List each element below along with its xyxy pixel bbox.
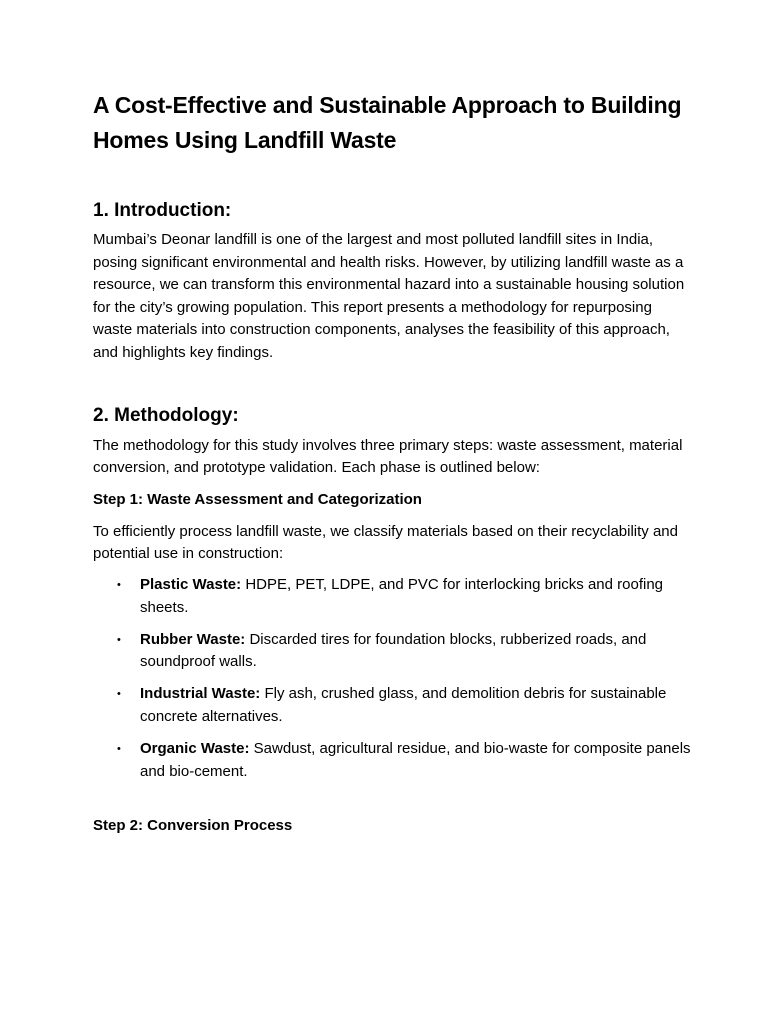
- list-item-text: Discarded tires for foundation blocks, rubberized roads, and soundproof walls.: [140, 630, 647, 671]
- bullet-icon: •: [117, 578, 121, 591]
- list-item-label: Rubber Waste:: [140, 630, 246, 648]
- section-heading-methodology: 2. Methodology:: [93, 404, 239, 426]
- section-heading-introduction: 1. Introduction:: [93, 200, 232, 221]
- list-item-label: Industrial Waste:: [140, 685, 261, 703]
- document-page: [93, 88, 693, 837]
- list-item-industrial-waste: [93, 683, 693, 728]
- list-item-organic-waste: [93, 738, 693, 783]
- bullet-icon: •: [117, 633, 121, 646]
- document-title: A Cost-Effective and Sustainable Approach to Building Homes Using Landfill Waste: [93, 92, 682, 153]
- list-item-plastic-waste: [93, 574, 693, 619]
- bullet-icon: •: [117, 743, 121, 755]
- waste-category-list: [93, 574, 693, 783]
- list-item-label: Organic Waste:: [140, 740, 250, 757]
- list-item-rubber-waste: [93, 629, 693, 674]
- list-item-text: HDPE, PET, LDPE, and PVC for interlocking bricks and roofing sheets.: [140, 575, 664, 616]
- methodology-paragraph: The methodology for this study involves three primary steps: waste assessment, material conversion, and prototype validation. Each phase is outlined below:: [93, 436, 683, 477]
- step1-intro-paragraph: To efficiently process landfill waste, we classify materials based on their recyclability and potential use in construction:: [93, 522, 678, 563]
- bullet-icon: •: [117, 688, 121, 701]
- step1-heading: Step 1: Waste Assessment and Categorization: [93, 490, 422, 508]
- introduction-paragraph: Mumbai’s Deonar landfill is one of the largest and most polluted landfill sites in India, posing significant environmental and health risks. However, by utilizing landfill waste as a resource, we can transform this environmental hazard into a sustainable housing solution for the city’s growing population. This report presents a methodology for repurposing waste materials into construction components, analyses the feasibility of this approach, and highlights key findings.: [93, 231, 685, 361]
- list-item-text: Sawdust, agricultural residue, and bio-waste for composite panels and bio-cement.: [140, 740, 691, 780]
- step2-heading: Step 2: Conversion Process: [93, 817, 293, 835]
- list-item-label: Plastic Waste:: [140, 575, 242, 593]
- list-item-text: Fly ash, crushed glass, and demolition debris for sustainable concrete alternatives.: [140, 685, 667, 725]
